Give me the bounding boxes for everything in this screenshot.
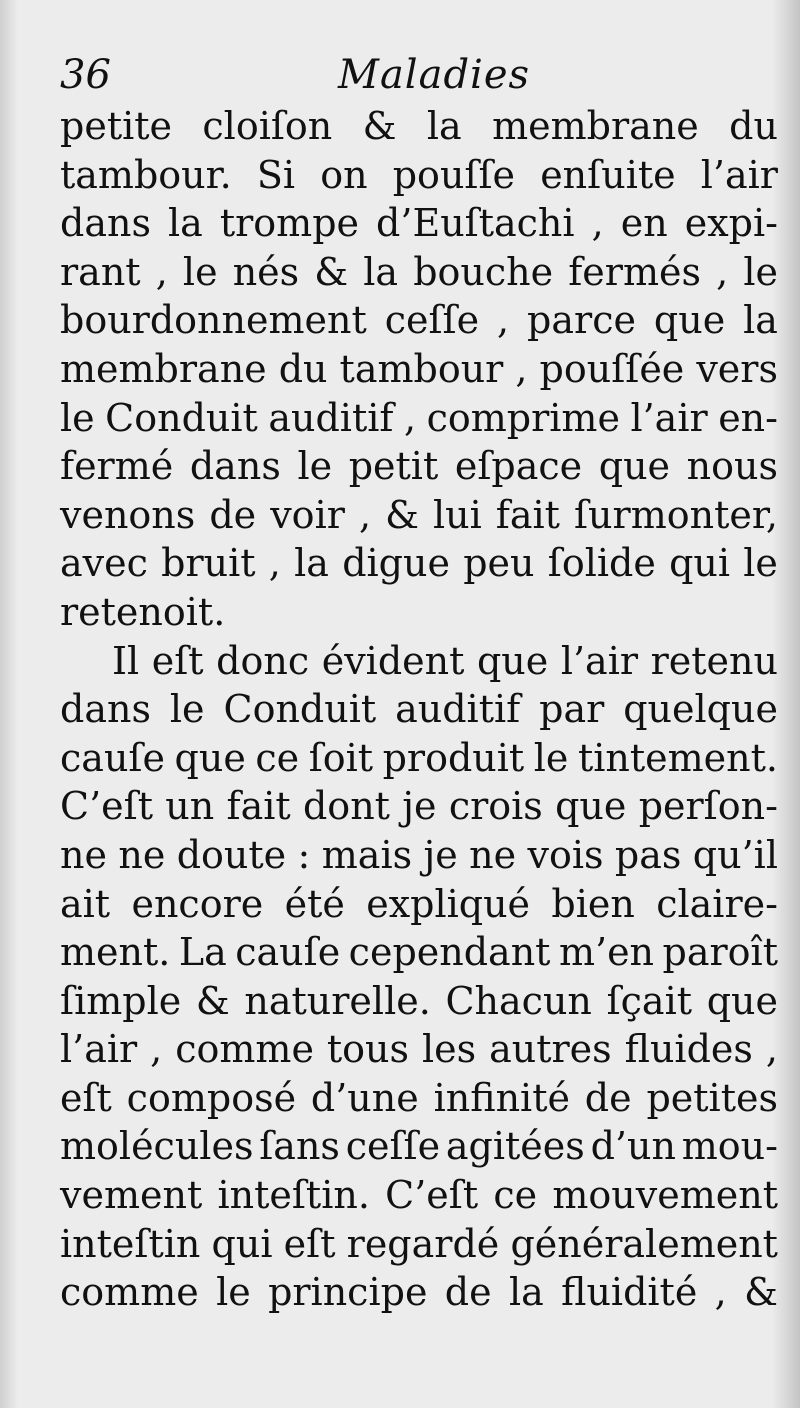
word: la	[426, 104, 462, 148]
text-line	[60, 102, 778, 151]
word: je	[402, 784, 437, 829]
word: l’air	[560, 638, 639, 683]
word: qu’il	[692, 832, 778, 877]
word: eſt	[60, 1075, 112, 1120]
word: trompe	[219, 201, 360, 246]
word: fait	[226, 784, 291, 829]
word: membrane	[492, 104, 699, 148]
word: tintement.	[577, 735, 778, 780]
word: &	[314, 249, 349, 294]
word: la	[168, 201, 203, 246]
word: l’air	[630, 395, 708, 440]
word: pouſſée	[539, 346, 685, 391]
word: Si	[256, 152, 296, 197]
word: que	[555, 784, 627, 829]
word: regardé	[346, 1221, 500, 1266]
word: mais	[321, 832, 413, 877]
text-line	[60, 1122, 778, 1171]
word: évident	[321, 638, 465, 683]
word: pouſſe	[392, 152, 516, 197]
word: ne	[60, 832, 107, 877]
word: fluides	[624, 1027, 753, 1072]
word: ce	[493, 1173, 538, 1218]
word: claire-	[656, 881, 778, 926]
word: fluidité	[561, 1270, 698, 1315]
word: par	[539, 687, 605, 732]
word: de	[209, 492, 257, 537]
page-number: 36	[60, 52, 111, 98]
word: ,	[358, 492, 372, 537]
word: l’air	[60, 1027, 138, 1072]
word: ceſſe	[384, 298, 480, 343]
word: que	[174, 735, 246, 780]
text-line	[60, 345, 778, 394]
word: comprime	[426, 395, 620, 440]
word: vois	[527, 832, 604, 877]
word: les	[421, 1027, 477, 1072]
word: le	[60, 395, 95, 440]
word: cloiſon	[202, 104, 333, 148]
word: je	[423, 832, 458, 877]
text-line	[60, 248, 778, 297]
word: petites	[646, 1075, 778, 1120]
word: rant	[60, 249, 141, 294]
word: perſon-	[638, 784, 778, 829]
word: du	[278, 346, 328, 391]
word: ,	[591, 201, 604, 246]
text-line	[60, 1074, 778, 1123]
word: tambour.	[60, 152, 232, 197]
word: de	[444, 1270, 492, 1315]
text-line	[60, 539, 778, 588]
word: ait	[60, 881, 111, 926]
word: de	[584, 1075, 632, 1120]
word: d’un	[590, 1124, 676, 1169]
text-line	[60, 394, 778, 443]
text-line	[60, 442, 778, 491]
word: la	[743, 298, 778, 343]
word: ment.	[60, 930, 171, 975]
word: ,	[150, 1027, 163, 1072]
word: cependant	[348, 930, 551, 975]
word: &	[362, 104, 397, 148]
word: le	[169, 687, 205, 732]
word: eſpace	[454, 444, 583, 489]
word: m’en	[558, 930, 655, 975]
text-line	[60, 1220, 778, 1269]
word: auditif	[268, 395, 394, 440]
word: bien	[551, 881, 635, 926]
text-line	[60, 734, 778, 783]
word: digue	[342, 541, 450, 586]
word: comme	[175, 1027, 314, 1072]
text-line	[60, 1268, 778, 1317]
word: petite	[60, 104, 172, 148]
word: infinité	[433, 1075, 570, 1120]
word: dans	[60, 687, 151, 732]
word: ,	[497, 298, 510, 343]
word: d’une	[310, 1075, 419, 1120]
word: principe	[268, 1270, 428, 1315]
word: composé	[126, 1075, 297, 1120]
word: le	[743, 541, 778, 586]
word: bouche	[413, 249, 554, 294]
word: retenoit.	[60, 589, 226, 634]
page-header	[60, 52, 770, 102]
word: bourdonnement	[60, 298, 367, 343]
word: tambour	[339, 346, 504, 391]
word: peu	[463, 541, 535, 586]
word: ne	[469, 832, 517, 877]
word: ,	[515, 346, 528, 391]
word: eſt	[283, 1221, 336, 1266]
word: inteſtin.	[217, 1173, 370, 1218]
word: ſimple	[60, 978, 182, 1023]
body-text	[60, 102, 778, 1317]
word: ſçait	[606, 978, 693, 1023]
word: pas	[614, 832, 682, 877]
word: ce	[255, 735, 300, 780]
word: retenu	[650, 638, 778, 683]
text-line	[60, 977, 778, 1026]
word: crois	[448, 784, 543, 829]
word: ſoit	[308, 735, 374, 780]
word: cauſe	[60, 735, 165, 780]
word: membrane	[60, 346, 267, 391]
word: ,	[765, 1027, 778, 1072]
word: que	[653, 298, 726, 343]
word: Il	[112, 638, 140, 683]
word: nous	[686, 444, 778, 489]
word: ne	[118, 832, 166, 877]
text-line	[60, 1025, 778, 1074]
word: agitées	[445, 1124, 585, 1169]
word: été	[284, 881, 345, 926]
word: ,	[268, 541, 281, 586]
word: dans	[189, 444, 281, 489]
word: donc	[216, 638, 310, 683]
text-line	[60, 1171, 778, 1220]
word: quelque	[623, 687, 778, 732]
word: le	[216, 1270, 251, 1315]
word: le	[297, 444, 333, 489]
word: ,	[714, 1270, 727, 1315]
text-line	[60, 782, 778, 831]
word: en-	[718, 395, 778, 440]
word: ceſſe	[345, 1124, 441, 1169]
word: enſuite	[540, 152, 676, 197]
word: qui	[211, 1221, 273, 1266]
word: naturelle.	[244, 978, 431, 1023]
word: &	[744, 1270, 778, 1315]
text-line	[60, 199, 778, 248]
word: mouvement	[552, 1173, 778, 1218]
word: vers	[696, 346, 778, 391]
word: en	[620, 201, 668, 246]
word: qui	[669, 541, 731, 586]
word: expi-	[684, 201, 778, 246]
word: vement	[60, 1173, 203, 1218]
word: Conduit	[105, 395, 258, 440]
word: bruit	[161, 541, 256, 586]
word: cauſe	[235, 930, 341, 975]
word: &	[195, 978, 230, 1023]
word: lui	[432, 492, 482, 537]
word: généralement	[510, 1221, 778, 1266]
word: la	[363, 249, 399, 294]
word: Chacun	[445, 978, 592, 1023]
word: Conduit	[223, 687, 377, 732]
word: mou-	[681, 1124, 778, 1169]
word: produit	[382, 735, 525, 780]
text-line-paragraph-end	[60, 588, 778, 637]
word: petit	[348, 444, 439, 489]
word: que	[706, 978, 778, 1023]
word: ſans	[259, 1124, 340, 1169]
text-line	[60, 831, 778, 880]
word: un	[165, 784, 215, 829]
word: &	[385, 492, 419, 537]
word: dans	[60, 201, 151, 246]
word: comme	[60, 1270, 199, 1315]
word: fermés	[568, 249, 701, 294]
text-line	[60, 880, 778, 929]
word: fermé	[60, 444, 174, 489]
word: le	[182, 249, 218, 294]
word: C’eſt	[385, 1173, 479, 1218]
word: le	[743, 249, 778, 294]
word: ,	[155, 249, 168, 294]
word: :	[297, 832, 311, 877]
text-line	[60, 491, 778, 540]
word: ſolide	[547, 541, 656, 586]
word: que	[476, 638, 549, 683]
page-left-shadow	[0, 0, 18, 1408]
word: le	[533, 735, 569, 780]
word: d’Euſtachi	[376, 201, 575, 246]
text-line-paragraph-start	[60, 637, 778, 686]
word: on	[320, 152, 368, 197]
word: doute	[176, 832, 287, 877]
word: ſurmonter,	[573, 492, 778, 537]
word: que	[598, 444, 671, 489]
word: molécules	[60, 1124, 254, 1169]
word: paroît	[662, 930, 778, 975]
word: la	[294, 541, 329, 586]
word: expliqué	[366, 881, 531, 926]
word: la	[508, 1270, 544, 1315]
word: du	[729, 104, 778, 148]
word: fait	[495, 492, 560, 537]
word: inteſtin	[60, 1221, 201, 1266]
word: La	[178, 930, 227, 975]
word: avec	[60, 541, 148, 586]
word: venons	[60, 492, 196, 537]
word: C’eſt	[60, 784, 153, 829]
word: autres	[489, 1027, 612, 1072]
word: ,	[716, 249, 729, 294]
word: l’air	[700, 152, 778, 197]
word: voir	[270, 492, 345, 537]
text-line	[60, 928, 778, 977]
word: eſt	[151, 638, 204, 683]
text-line	[60, 296, 778, 345]
text-line	[60, 151, 778, 200]
word: parce	[527, 298, 636, 343]
word: dont	[302, 784, 390, 829]
word: encore	[131, 881, 264, 926]
word: tous	[326, 1027, 410, 1072]
word: nés	[232, 249, 300, 294]
text-line	[60, 685, 778, 734]
running-head: Maladies	[338, 52, 531, 98]
word: ,	[403, 395, 417, 440]
word: auditif	[395, 687, 521, 732]
